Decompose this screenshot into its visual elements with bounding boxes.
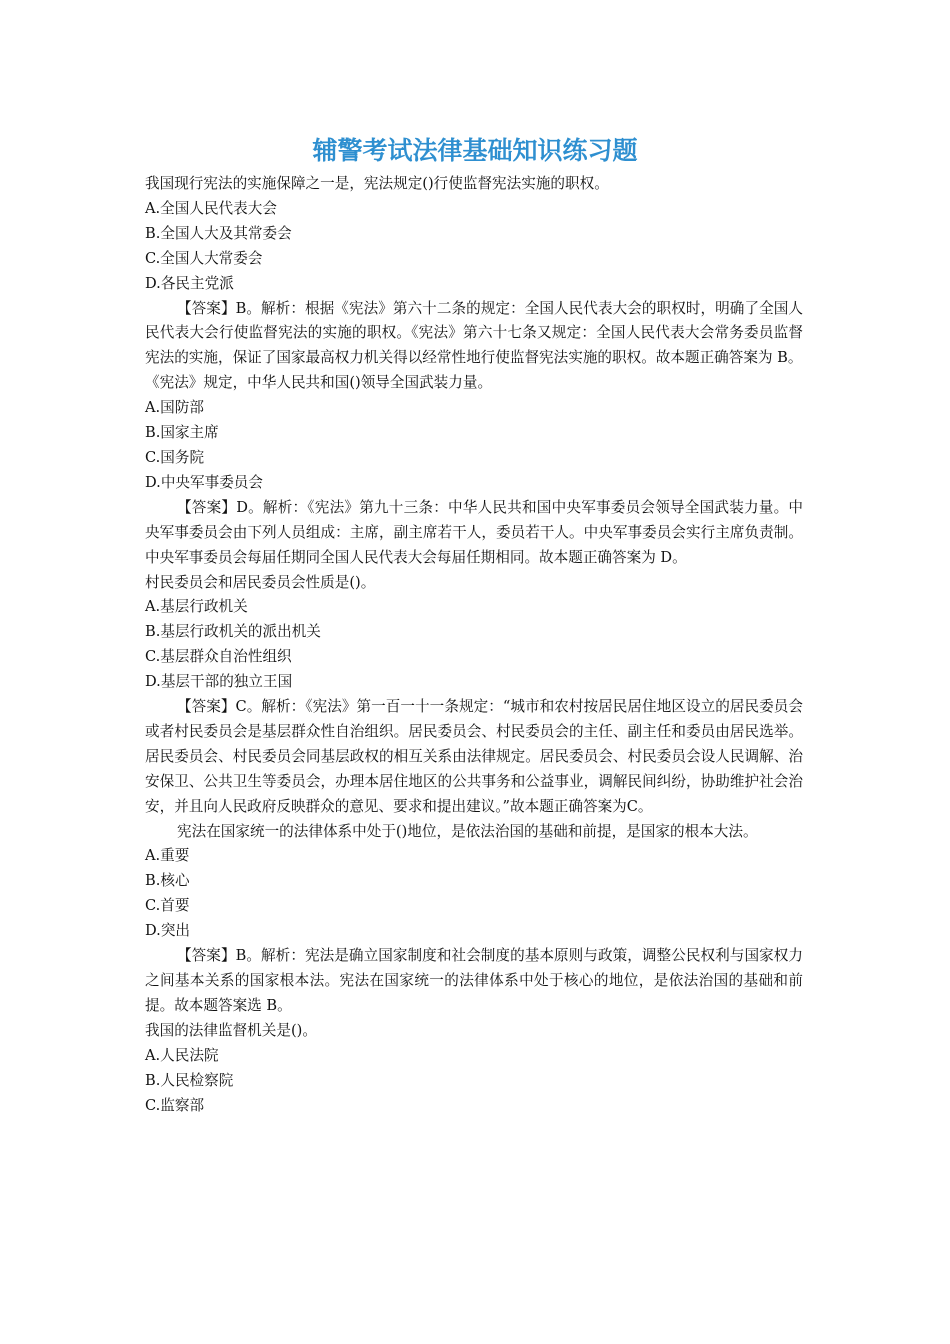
answer-explanation: 【答案】B。解析：宪法是确立国家制度和社会制度的基本原则与政策，调整公民权利与国家权力之间基本关系的国家根本法。宪法在国家统一的法律体系中处于核心的地位，是依法治国的基础和前提。故本题答案选 B。 xyxy=(145,947,803,1014)
answer-option: D.突出 xyxy=(145,922,191,940)
answer-option: B.基层行政机关的派出机关 xyxy=(145,623,321,641)
answer-option: B.国家主席 xyxy=(145,424,219,442)
answer-option: A.全国人民代表大会 xyxy=(145,199,277,217)
answer-option: C.监察部 xyxy=(145,1096,205,1114)
answer-option: A.重要 xyxy=(145,847,190,865)
answer-explanation: 【答案】C。解析：《宪法》第一百一十一条规定：“城市和农村按居民居住地区设立的居民委员会或者村民委员会是基层群众性自治组织。居民委员会、村民委员会的主任、副主任和委员由居民选举。居民委员会、村民委员会同基层政权的相互关系由法律规定。居民委员会、村民委员会设人民调解、治安保卫、公共卫生等委员会，办理本居住地区的公共事务和公益事业，调解民间纠纷，协助维护社会治安，并且向人民政府反映群众的意见、要求和提出建议。”故本题正确答案为C。 xyxy=(145,698,803,815)
answer-option: C.首要 xyxy=(145,897,190,915)
answer-option: B.核心 xyxy=(145,872,190,890)
answer-option: D.基层干部的独立王国 xyxy=(145,673,293,691)
question: 我国的法律监督机关是()。 xyxy=(145,1021,317,1039)
answer-option: D.各民主党派 xyxy=(145,274,234,292)
question: 村民委员会和居民委员会性质是()。 xyxy=(145,573,376,591)
answer-option: A.基层行政机关 xyxy=(145,598,248,616)
answer-option: B.人民检察院 xyxy=(145,1071,234,1089)
answer-option: C.全国人大常委会 xyxy=(145,249,263,267)
document-body xyxy=(145,172,803,1118)
answer-option: C.基层群众自治性组织 xyxy=(145,648,292,666)
answer-option: D.中央军事委员会 xyxy=(145,473,263,491)
question: 《宪法》规定，中华人民共和国()领导全国武装力量。 xyxy=(145,374,493,392)
question: 宪法在国家统一的法律体系中处于()地位，是依法治国的基础和前提，是国家的根本大法。 xyxy=(177,822,758,840)
answer-explanation: 【答案】D。解析：《宪法》第九十三条：中华人民共和国中央军事委员会领导全国武装力量。中央军事委员会由下列人员组成：主席，副主席若干人，委员若干人。中央军事委员会实行主席负责制。中央军事委员会每届任期同全国人民代表大会每届任期相同。故本题正确答案为 D。 xyxy=(145,498,803,566)
answer-option: C.国务院 xyxy=(145,448,205,466)
question: 我国现行宪法的实施保障之一是，宪法规定()行使监督宪法实施的职权。 xyxy=(145,175,609,192)
document-title: 辅警考试法律基础知识练习题 xyxy=(312,136,638,165)
answer-option: A.人民法院 xyxy=(145,1046,219,1064)
answer-explanation: 【答案】B。解析：根据《宪法》第六十二条的规定：全国人民代表大会的职权时，明确了全国人民代表大会行使监督宪法的实施的职权。《宪法》第六十七条又规定：全国人民代表大会常务委员监督宪法的实施，保证了国家最高权力机关得以经常性地行使监督宪法实施的职权。故本题正确答案为 B。 xyxy=(145,299,803,367)
answer-option: A.国防部 xyxy=(145,399,204,417)
answer-option: B.全国人大及其常委会 xyxy=(145,224,292,242)
